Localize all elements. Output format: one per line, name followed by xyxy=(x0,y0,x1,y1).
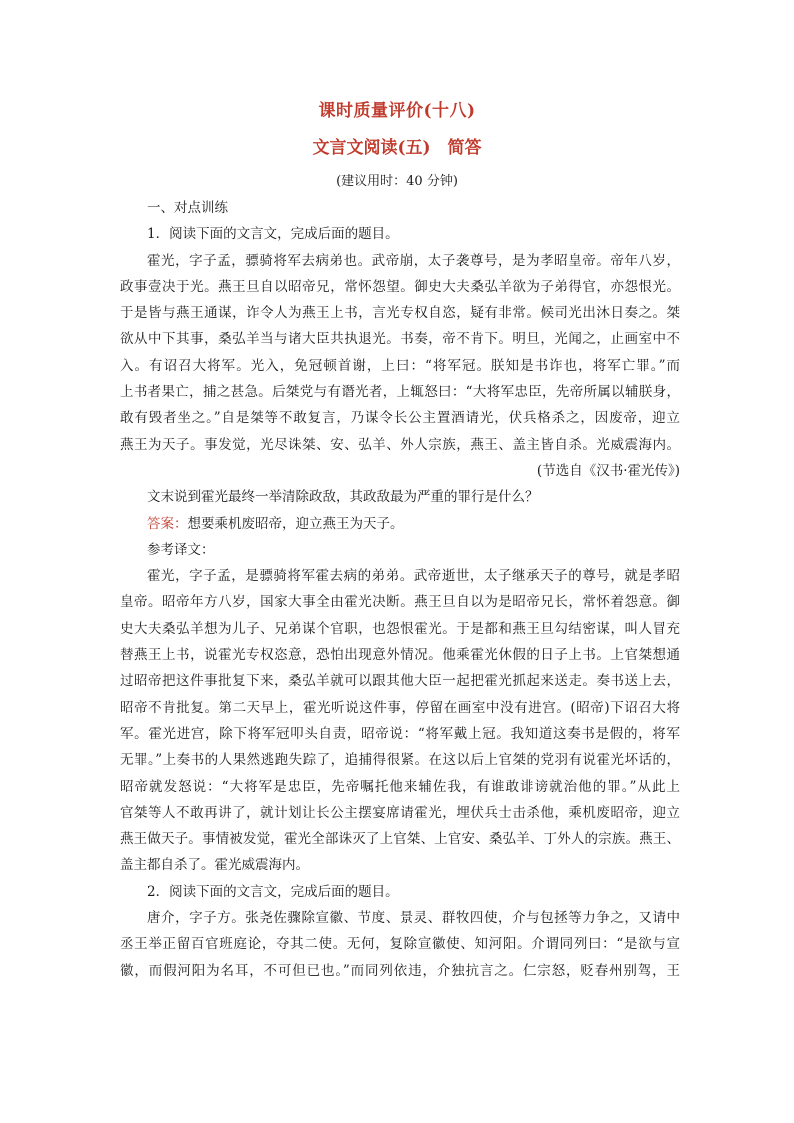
translation xyxy=(120,563,680,879)
passage-line: 欲从中下其事，桑弘羊当与诸大臣共执退光。书奏，帝不肯下。明旦，光闻之，止画室中不 xyxy=(120,331,680,348)
translation-label: 参考译文： xyxy=(147,541,215,558)
translation-line: 昭帝不肯批复。第二天早上，霍光听说这件事，停留在画室中没有进宫。(昭帝)下诏召大将 xyxy=(120,699,680,716)
page-title: 课时质量评价(十八) xyxy=(318,101,476,121)
passage-line: 政事壹决于光。燕王旦自以昭帝兄，常怀怨望。御史大夫桑弘羊欲为子弟得官，亦怨恨光。 xyxy=(120,278,680,295)
document-body xyxy=(120,195,680,984)
passage-line: 丞王举正留百官班庭论，夺其二使。无何，复除宣徽使、知河阳。介谓同列曰：“是欲与宣 xyxy=(120,936,680,953)
time-note: (建议用时：40 分钟) xyxy=(336,174,458,189)
answer-text: 想要乘机废昭帝，迎立燕王为天子。 xyxy=(187,515,404,532)
passage-line: 霍光，字子孟，骠骑将军去病弟也。武帝崩，太子袭尊号，是为孝昭皇帝。帝年八岁， xyxy=(147,252,680,269)
translation-line: 燕王做天子。事情被发觉，霍光全部诛灭了上官桀、上官安、桑弘羊、丁外人的宗族。燕王、 xyxy=(120,831,680,848)
answer-label: 答案： xyxy=(147,515,188,532)
translation-line: 昭帝就发怒说：“大将军是忠臣，先帝嘱托他来辅佐我，有谁敢诽谤就治他的罪。”从此上 xyxy=(120,778,680,795)
answer xyxy=(120,511,680,537)
question-1-prompt: 1．阅读下面的文言文，完成后面的题目。 xyxy=(147,226,399,243)
passage-line: 于是皆与燕王通谋，诈令人为燕王上书，言光专权自恣，疑有非常。候司光出沐日奏之。桀 xyxy=(120,305,680,322)
passage-line: 上书者果亡，捕之甚急。后桀党与有谮光者，上辄怒曰：“大将军忠臣，先帝所属以辅朕身， xyxy=(120,384,680,401)
passage-source: (节选自《汉书·霍光传》) xyxy=(536,462,680,479)
translation-line: 过昭帝把这件事批复下来，桑弘羊就可以跟其他大臣一起把霍光抓起来送走。奏书送上去， xyxy=(120,673,680,690)
translation-line: 史大夫桑弘羊想为儿子、兄弟谋个官职，也怨恨霍光。于是都和燕王旦勾结密谋，叫人冒充 xyxy=(120,620,680,637)
translation-line: 皇帝。昭帝年方八岁，国家大事全由霍光决断。燕王旦自以为是昭帝兄长，常怀着怨意。御 xyxy=(120,594,680,611)
translation-line: 军。霍光进宫，除下将军冠叩头自责，昭帝说：“将军戴上冠。我知道这奏书是假的，将军 xyxy=(120,725,680,742)
passage-line: 敢有毁者坐之。”自是桀等不敢复言，乃谋令长公主置酒请光，伏兵格杀之，因废帝，迎立 xyxy=(120,410,680,427)
translation-line: 替燕王上书，说霍光专权恣意，恐怕出现意外情况。他乘霍光休假的日子上书。上官桀想通 xyxy=(120,647,680,664)
passage-1 xyxy=(120,248,680,485)
passage-line: 徽，而假河阳为名耳，不可但已也。”而同列依违，介独抗言之。仁宗怒，贬春州别驾，王 xyxy=(120,962,680,979)
page-subtitle: 文言文阅读(五) 简答 xyxy=(312,138,482,158)
passage-line: 入。有诏召大将军。光入，免冠顿首谢，上曰：“将军冠。朕知是书诈也，将军亡罪。”而 xyxy=(120,357,680,374)
passage-2 xyxy=(120,905,680,984)
translation-line: 霍光，字子孟，是骠骑将军霍去病的弟弟。武帝逝世，太子继承天子的尊号，就是孝昭 xyxy=(147,568,680,585)
translation-line: 盖主都自杀了。霍光威震海内。 xyxy=(120,857,309,874)
question-text: 文末说到霍光最终一举清除政敌，其政敌最为严重的罪行是什么？ xyxy=(147,489,539,506)
passage-line: 唐介，字子方。张尧佐骤除宣徽、节度、景灵、群牧四使，介与包拯等力争之，又请中 xyxy=(147,910,680,927)
section-heading: 一、对点训练 xyxy=(147,200,228,216)
passage-line: 燕王为天子。事发觉，光尽诛桀、安、弘羊、外人宗族，燕王、盖主皆自杀。光威震海内。 xyxy=(120,436,680,453)
translation-line: 官桀等人不敢再讲了，就计划让长公主摆宴席请霍光，埋伏兵士击杀他，乘机废昭帝，迎立 xyxy=(120,804,680,821)
translation-line: 无罪。”上奏书的人果然逃跑失踪了，追捕得很紧。在这以后上官桀的党羽有说霍光坏话的， xyxy=(120,752,680,769)
question-2-prompt: 2．阅读下面的文言文，完成后面的题目。 xyxy=(147,883,399,900)
